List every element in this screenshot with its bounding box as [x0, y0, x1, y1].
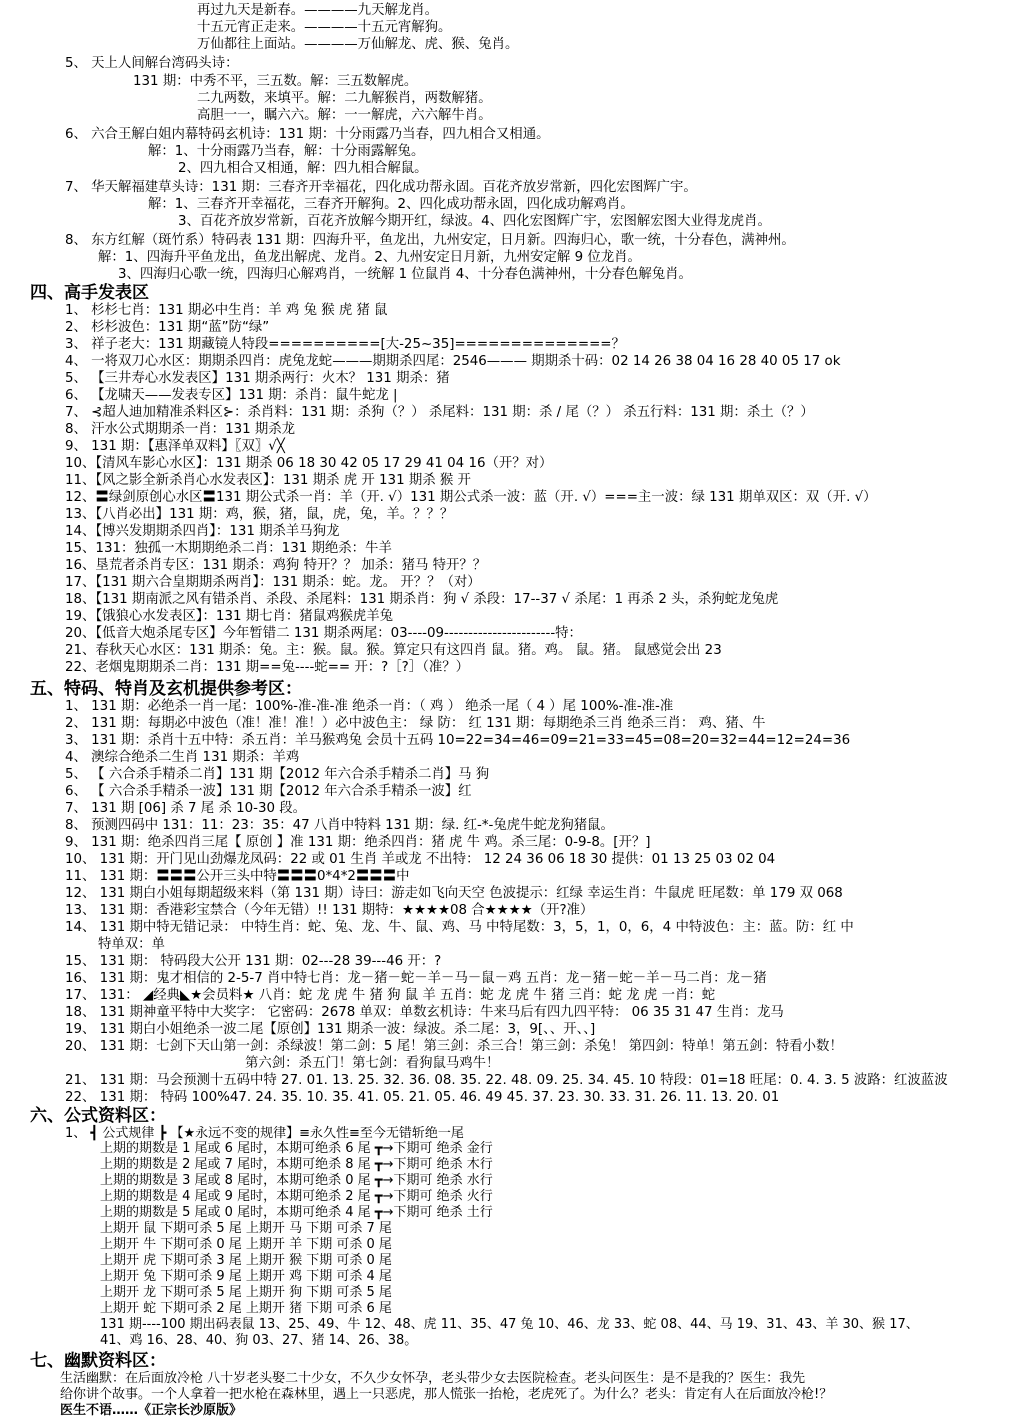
list-item: 18、【131 期南派之风有错杀肖、杀段、杀尾料：131 期杀肖：狗 √ 杀段：17--37 √ 杀尾：1 再杀 2 头，杀狗蛇龙兔虎	[65, 592, 779, 607]
formula-line: 上期开 牛 下期可杀 0 尾 上期开 羊 下期 可杀 0 尾	[100, 1237, 392, 1252]
list-item: 3、 祥子老大：131 期藏镜人特段==========[大-25~35]==============？	[65, 337, 625, 352]
text-line: 6、 六合王解白姐内幕特码玄机诗：131 期：十分雨露乃当春，四九相合又相通。	[65, 127, 550, 142]
list-item: 17、【131 期六合皇期期杀两肖】：131 期杀：蛇。龙。 开？？（对）	[65, 575, 481, 590]
text-line: 解：1、十分雨露乃当春，解：十分雨露解兔。	[148, 144, 425, 159]
list-item: 5、 【三井寿心水发表区】131 期杀两行：火木？ 131 期杀：猪	[65, 371, 450, 386]
section-title-formula: 六、公式资料区：	[30, 1106, 166, 1126]
formula-line: 上期开 龙 下期可杀 5 尾 上期开 狗 下期 可杀 5 尾	[100, 1285, 392, 1300]
text-line: 3、四海归心歌一统，四海归心解鸡肖，一统解 1 位鼠肖 4、十分春色满神州，十分春色解兔肖。	[118, 267, 692, 282]
formula-line: 上期开 虎 下期可杀 3 尾 上期开 猴 下期 可杀 0 尾	[100, 1253, 392, 1268]
list-item: 17、 131： ◢经典◣★会员料★ 八肖：蛇 龙 虎 牛 猪 狗 鼠 羊 五肖：蛇 龙 虎 牛 猪 三肖：蛇 龙 虎 一肖：蛇	[65, 988, 716, 1003]
formula-line: 上期的期数是 2 尾或 7 尾时，本期可绝杀 8 尾 ┳→下期可 绝杀 木行	[100, 1157, 493, 1172]
list-item: 6、 【 六合杀手精杀一波】131 期【2012 年六合杀手精杀一波】红	[65, 784, 472, 799]
text-line: 2、四九相合又相通，解：四九相合解鼠。	[178, 161, 428, 176]
text-line: 高胆一一，瞩六六。解：一一解虎，六六解牛肖。	[197, 108, 492, 123]
text-line: 5、 天上人间解台湾码头诗：	[65, 56, 239, 71]
text-line: 万仙都往上面站。————万仙解龙、虎、猴、兔肖。	[197, 37, 519, 52]
list-item: 20、 131 期：七剑下天山第一剑：杀绿波！第二剑：5 尾！第三剑：杀三合！第三剑：杀兔！ 第四剑：特单！第五剑：特看小数！	[65, 1039, 843, 1054]
text-line: 十五元宵正走来。————十五元宵解狗。	[197, 20, 452, 35]
list-item: 16、垦荒者杀肖专区：131 期杀：鸡狗 特开？？ 加杀：猪马 特开？？	[65, 558, 487, 573]
formula-line: 131 期----100 期出码表鼠 13、25、49、牛 12、48、虎 11、35、47 兔 10、46、龙 33、蛇 08、44、马 19、31、43、羊 30、猴 17、	[100, 1317, 919, 1332]
list-item: 12、 131 期白小姐每期超级来料（第 131 期）诗曰：游走如飞向天空 色波提示：红绿 幸运生肖：牛鼠虎 旺尾数：单 179 双 068	[65, 886, 843, 901]
humor-line: 给你讲个故事。一个人拿着一把水枪在森林里，遇上一只恶虎，那人慌张一抬枪，老虎死了。为什么？老头：肯定有人在后面放冷枪!？	[60, 1387, 833, 1402]
list-item: 15、 131 期： 特码段大公开 131 期：02---28 39---46 开：?	[65, 954, 442, 969]
list-item: 18、 131 期神童平特中大奖字： 它密码：2678 单双：单数玄机诗：牛来马后有四九四平特： 06 35 31 47 生肖：龙马	[65, 1005, 784, 1020]
list-item: 8、 预测四码中 131：11：23：35：47 八肖中特料 131 期：绿. 红-*-兔虎牛蛇龙狗猪鼠。	[65, 818, 614, 833]
list-item: 21、 131 期：马会预测十五码中特 27. 01. 13. 25. 32. 36. 08. 35. 22. 48. 09. 25. 34. 45. 10 特段：01=18 旺尾：0. 4. 3. 5 波路：红波蓝波	[65, 1073, 948, 1088]
formula-line: 上期的期数是 1 尾或 6 尾时，本期可绝杀 6 尾 ┳→下期可 绝杀 金行	[100, 1141, 493, 1156]
list-item: 5、 【 六合杀手精杀二肖】131 期【2012 年六合杀手精杀二肖】马 狗	[65, 767, 490, 782]
list-item: 2、 杉杉波色：131 期“蓝”防“绿”	[65, 320, 270, 335]
list-item: 第六剑：杀五门！第七剑：看狗鼠马鸡牛！	[245, 1056, 500, 1071]
list-item: 10、 131 期：开门见山劲爆龙凤码：22 或 01 生肖 羊或龙 不出特： 12 24 36 06 18 30 提供：01 13 25 03 02 04	[65, 852, 776, 867]
humor-line: 医生不语……《正宗长沙原版》	[60, 1403, 243, 1418]
list-item: 3、 131 期：杀肖十五中特：杀五肖：羊马猴鸡兔 会员十五码 10=22=34=46=09=21=33=45=08=20=32=44=12=24=36	[65, 733, 851, 748]
formula-line: 上期的期数是 3 尾或 8 尾时，本期可绝杀 0 尾 ┳→下期可 绝杀 水行	[100, 1173, 493, 1188]
list-item: 9、 131 期：绝杀四肖三尾【 原创 】准 131 期：绝杀四肖：猪 虎 牛 鸡。杀三尾：0-9-8。[开？]	[65, 835, 651, 850]
list-item: 19、【饿狼心水发表区】：131 期七肖：猪鼠鸡猴虎羊兔	[65, 609, 394, 624]
text-line: 解：1、四海升平鱼龙出，鱼龙出解虎、龙肖。2、九州安定日月新，九州安定解 9 位龙肖。	[98, 250, 641, 265]
list-item: 13、【八肖必出】131 期：鸡，猴，猪，鼠，虎，兔，羊。？？？	[65, 507, 454, 522]
section-title-tips: 五、特码、特肖及玄机提供参考区：	[30, 679, 302, 699]
list-item: 9、 131 期：【惠泽单双料】〖双〗√╳	[65, 439, 285, 454]
list-item: 特单双：单	[98, 937, 165, 952]
list-item: 7、 131 期 [06] 杀 7 尾 杀 10-30 段。	[65, 801, 307, 816]
list-item: 4、 澳综合绝杀二生肖 131 期杀：羊鸡	[65, 750, 300, 765]
text-line: 8、 东方红解（斑竹系）特码表 131 期：四海升平，鱼龙出，九州安定，日月新。四海归心，歌一统，十分春色，满神州。	[65, 233, 795, 248]
section-title-humor: 七、幽默资料区：	[30, 1351, 166, 1371]
list-item: 12、〓绿剑原创心水区〓131 期公式杀一肖：羊（开. √）131 期公式杀一波：蓝（开. √）===主一波：绿 131 期单双区：双（开. √）	[65, 490, 877, 505]
list-item: 13、 131 期：香港彩宝禁合（今年无错）!! 131 期特：★★★★08 合★★★★（开?准）	[65, 903, 594, 918]
list-item: 16、 131 期：鬼才相信的 2-5-7 肖中特七肖：龙－猪－蛇－羊－马－鼠－鸡 五肖：龙－猪－蛇－羊－马二肖：龙－猪	[65, 971, 767, 986]
formula-line: 上期开 兔 下期可杀 9 尾 上期开 鸡 下期 可杀 4 尾	[100, 1269, 392, 1284]
list-item: 10、【清风车影心水区】：131 期杀 06 18 30 42 05 17 29 41 04 16（开？对）	[65, 456, 553, 471]
formula-line: 上期的期数是 5 尾或 0 尾时，本期可绝杀 4 尾 ┳→下期可 绝杀 土行	[100, 1205, 493, 1220]
list-item: 1、 杉杉七肖：131 期必中生肖：羊 鸡 兔 猴 虎 猪 鼠	[65, 303, 388, 318]
list-item: 19、 131 期白小姐绝杀一波二尾【原创】131 期杀一波：绿波。杀二尾：3，9[、、开、、]	[65, 1022, 596, 1037]
list-item: 4、 一将双刀心水区：期期杀四肖：虎兔龙蛇———期期杀四尾：2546——— 期期杀十码：02 14 26 38 04 16 28 40 05 17 ok	[65, 354, 841, 369]
list-item: 7、 ⊰超人迪加精准杀料区⊱：杀肖料：131 期：杀狗（？） 杀尾料：131 期：杀 / 尾（？） 杀五行料：131 期：杀土（？）	[65, 405, 814, 420]
text-line: 3、百花齐放岁常新，百花齐放解今期开红，绿波。4、四化宏图辉广宇，宏图解宏图大业得龙虎肖。	[178, 214, 771, 229]
list-item: 14、 131 期中特无错记录： 中特生肖：蛇、兔、龙、牛、鼠、鸡、马 中特尾数：3，5，1，0，6，4 中特波色：主：蓝。防：红 中	[65, 920, 854, 935]
list-item: 1、 131 期：必绝杀一肖一尾：100%-准-准-准 绝杀一肖：（ 鸡 ） 绝杀一尾（ 4 ）尾 100%-准-准-准	[65, 699, 674, 714]
text-line: 再过九天是新春。————九天解龙肖。	[197, 3, 439, 18]
formula-head: 1、 ┫ 公式规律 ┣ 【★永远不变的规律】≡永久性≡至今无错斩绝一尾	[65, 1126, 464, 1141]
list-item: 14、【博兴发期期杀四肖】：131 期杀羊马狗龙	[65, 524, 340, 539]
list-item: 11、【风之影全新杀肖心水发表区】：131 期杀 虎 开 131 期杀 猴 开	[65, 473, 471, 488]
text-line: 解：1、三春齐开幸福花，三春齐开解狗。2、四化成功帮永固，四化成功解鸡肖。	[148, 197, 634, 212]
formula-line: 上期开 蛇 下期可杀 2 尾 上期开 猪 下期 可杀 6 尾	[100, 1301, 392, 1316]
list-item: 21、春秋天心水区：131 期杀：兔。主：猴。鼠。猴。算定只有这四肖 鼠。猪。鸡。 鼠。猪。 鼠感觉会出 23	[65, 643, 722, 658]
humor-line: 生活幽默：在后面放冷枪 八十岁老头娶二十少女，不久少女怀孕，老头带少女去医院检查。老头问医生：是不是我的？医生：我先	[60, 1371, 806, 1386]
list-item: 22、老烟鬼期期杀二肖：131 期==兔----蛇== 开：?［?］（准？）	[65, 660, 470, 675]
list-item: 15、131：独孤一木期期绝杀二肖：131 期绝杀：牛羊	[65, 541, 392, 556]
formula-line: 41、鸡 16、28、40、狗 03、27、猪 14、26、38。	[100, 1333, 418, 1348]
formula-line: 上期开 鼠 下期可杀 5 尾 上期开 马 下期 可杀 7 尾	[100, 1221, 392, 1236]
list-item: 22、 131 期： 特码 100%47. 24. 35. 10. 35. 41. 05. 21. 05. 46. 49 45. 37. 23. 30. 33. 31. 26. 11. 13. 20. 01	[65, 1090, 780, 1105]
section-title-experts: 四、高手发表区	[30, 283, 149, 303]
text-line: 7、 华天解福建草头诗：131 期：三春齐开幸福花，四化成功帮永固。百花齐放岁常新，四化宏图辉广宇。	[65, 180, 697, 195]
list-item: 6、 【龙啸天——发表专区】131 期：杀肖：鼠牛蛇龙 |	[65, 388, 398, 403]
formula-line: 上期的期数是 4 尾或 9 尾时，本期可绝杀 2 尾 ┳→下期可 绝杀 火行	[100, 1189, 493, 1204]
list-item: 2、 131 期：每期必中波色（准！准！准！）必中波色主： 绿 防： 红 131 期：每期绝杀三肖 绝杀三肖： 鸡、猪、牛	[65, 716, 766, 731]
list-item: 20、【低音大炮杀尾专区】今年暂错二 131 期杀两尾：03----09-----------------------特：	[65, 626, 582, 641]
list-item: 8、 汗水公式期期杀一肖：131 期杀龙	[65, 422, 296, 437]
text-line: 131 期：中秀不平，三五数。解：三五数解虎。	[133, 74, 418, 89]
text-line: 二九两数，来填平。解：二九解猴肖，两数解猪。	[197, 91, 492, 106]
list-item: 11、 131 期：〓〓〓公开三头中特〓〓〓0*4*2〓〓〓中	[65, 869, 410, 884]
